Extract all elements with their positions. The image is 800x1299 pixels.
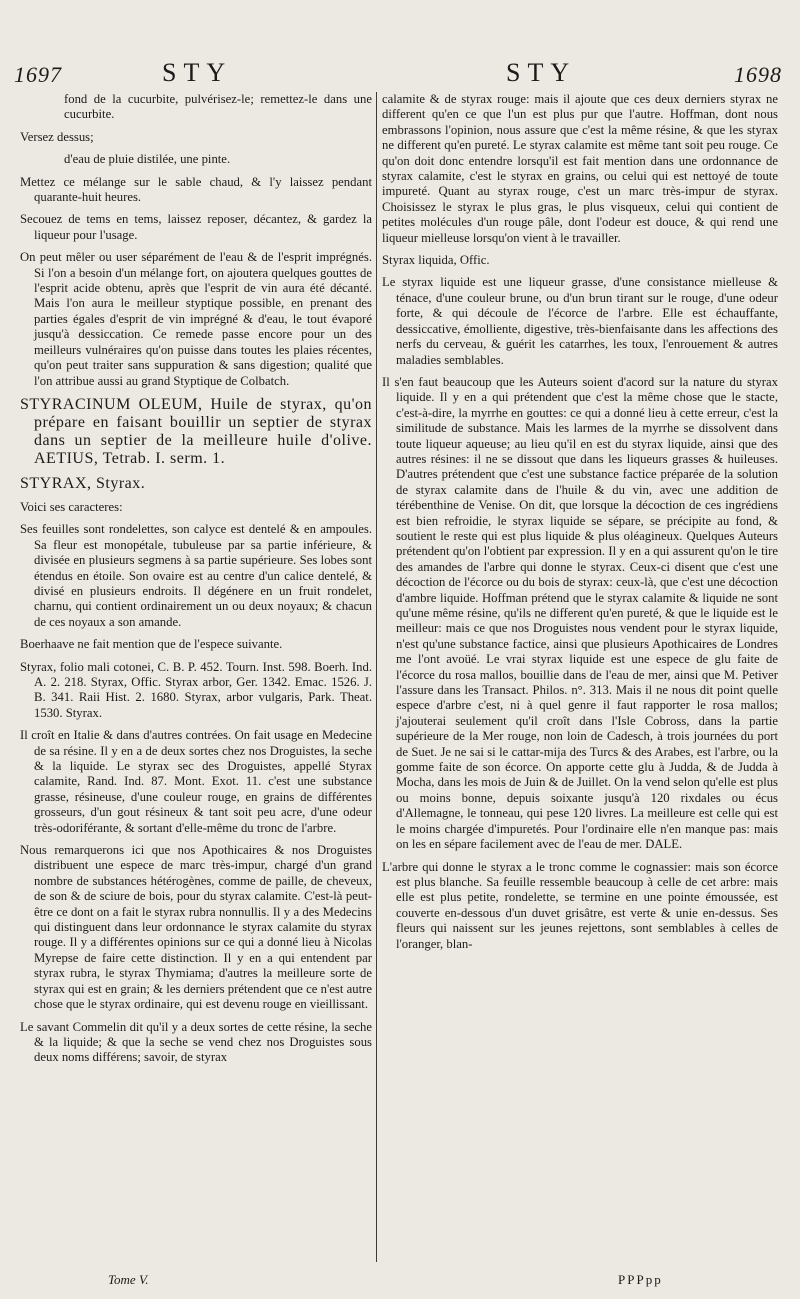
right-page-number: 1698 xyxy=(734,62,782,87)
paragraph: L'arbre qui donne le styrax a le tronc comme le cognassier: mais son écorce est plus blanche. Sa feuille ressemble beaucoup à celle de cet arbre: mais elle est plus petite, rondelette, se termine en une pointe émoussée, est couverte en-dessous d'un duvet grisâtre, est verte & unie en-dessus. Ses fleurs qui naissent sur les jeunes rejettons, sont semblables à celles de l'oranger, blan- xyxy=(382,859,778,951)
paragraph: Le savant Commelin dit qu'il y a deux sortes de cette résine, la seche & la liquide; & que la seche se vend chez nos Droguistes sous deux noms différens; savoir, de styrax xyxy=(20,1019,372,1065)
paragraph: Styrax, folio mali cotonei, C. B. P. 452. Tourn. Inst. 598. Boerh. Ind. A. 2. 218. Styrax, Offic. Styrax arbor, Ger. 1342. Emac. 1526. J. B. 341. Raii Hist. 2. 1680. Styrax, arbor vulgaris, Park. Theat. 1530. Styrax. xyxy=(20,659,372,720)
paragraph: Il croît en Italie & dans d'autres contrées. On fait usage en Medecine de sa résine. Il y en a de deux sortes chez nos Droguistes, la seche & la liquide. Le styrax sec des Droguistes, appellé Styrax calamite, Rand. Ind. 87. Mont. Exot. 11. c'est une substance grasse, résineuse, d'une couleur rouge, en grains de différentes grosseurs, d'un gout résineux & tant soit peu acre, d'une odeur très-odoriférante, & sortant d'elle-même du tronc de l'arbre. xyxy=(20,728,372,835)
paragraph: Boerhaave ne fait mention que de l'espece suivante. xyxy=(20,637,283,652)
right-column xyxy=(382,92,778,1272)
printer-signature: PPPpp xyxy=(618,1272,663,1287)
paragraph: Il s'en faut beaucoup que les Auteurs soient d'acord sur la nature du styrax liquide. Il y en a qui prétendent que c'est la même chose que le stacte, c'est-à-dire, la myrrhe en gouttes: ce qui a donné lieu à cette erreur, c'est la similitude de substance. Mais les larmes de la myrrhe se dissolvent dans toute liqueur aqueuse; au lieu qu'il en est du styrax liquide, ainsi que des autres résines: il ne se dissout que dans les liqueurs grasses & huileuses. D'autres prétendent que c'est une substance factice préparée de la solution de styrax calamite dans de l'huile & du vin, avec une addition de térébenthine de Venise. On dit, que lorsque la décoction de ces ingrédiens est bien refroidie, le styrax liquide se sépare, se précipite au fond, & soutient le reste qui est plus liquide & plus oléagineux. Quelques Auteurs prétendent qu'on l'obtient par expression. Il y en a qui assurent qu'on le tire des amandes de l'arbre qui donne le styrax. Ceux-ci disent que c'est une décoction de l'écorce ou du bois de styrax: ceux-là, que c'est une décoction d'ambre liquide. Hoffman prétend que le styrax calamite & liquide ne sont qu'une même résine, qu'ils ne different qu'en pureté, & que le liquide est le meilleur: mais ce que nos Droguistes nous vendent pour le styrax liquide, n'est qu'une substance factice, ainsi que plusieurs Apothicaires de Londres me l'ont avoüé. Le vrai styrax liquide est une espece de glu faite de l'écorce du rosa mallos, bouillie dans de l'eau de mer, ainsi que M. Petiver l'assure dans les Transact. Philos. n°. 313. Mais il ne nous dit point quelle espece d'arbre c'est, ni à quel genre il faut rapporter le rosa mallos; j'ajouterai seulement qu'il croît dans l'Isle Cobross, dans la partie supérieure de la Mer rouge, non loin de Cadesch, à trois journées du port de Suet. Je ne sai si le cattar-mija des Turcs & des Arabes, est l'arbre, ou la gomme faite de son écorce. On apporte cette glu à Judda, & de Judda à Mocha, dans les mois de Juin & de Juillet. On la vend selon qu'elle est plus ou moins bonne, depuis soixante jusqu'à 120 rixdales ou écus d'Allemagne, le tonneau, qui pese 120 livres. La meilleure est celle qui est le moins chargée d'impuretés. Pour l'ordinaire elle n'en manque pas: mais on les en sépare facilement avec de l'eau de mer. DALE. xyxy=(382,374,778,852)
paragraph: fond de la cucurbite, pulvérisez-le; remettez-le dans une cucurbite. xyxy=(64,92,372,122)
paragraph: calamite & de styrax rouge: mais il ajoute que ces deux derniers styrax ne different qu'en ce que l'un est plus pur que l'autre. Hoffman, dont nous embrassons l'opinion, nous assure que c'est la même résine, & que les styrax ne different qu'en pureté. Le styrax calamite est même tant soit peu rouge. Ce qu'on doit donc entendre lorsqu'il est fait mention dans une ordonnance de styrax calamite, c'est le styrax en grains, ou celui qui est nettoyé de toute impureté. Quant au styrax rouge, c'est un marc très-impur de styrax. Choisissez le styrax le plus gras, le plus visqueux, celui qui contient de petites molécules d'un rouge pâle, dont l'odeur est douce, & qui rend une liqueur mielleuse lorsqu'on vient à le travailler. xyxy=(382,92,778,245)
left-running-title: STY xyxy=(162,58,233,87)
column-divider xyxy=(376,92,377,1262)
paragraph: Mettez ce mélange sur le sable chaud, & l'y laissez pendant quarante-huit heures. xyxy=(20,174,372,205)
left-page-number: 1697 xyxy=(14,62,62,87)
paragraph: Le styrax liquide est une liqueur grasse, d'une consistance mielleuse & ténace, d'une couleur brune, ou d'un brun tirant sur le rouge, d'une odeur forte, & qui découle de l'écorce de l'arbre. Elle est échauffante, dessiccative, émolliente, digestive, très-bienfaisante dans les affections des nerfs du cerveau, & guérit les catarrhes, les toux, l'enrouement & autres maladies semblables. xyxy=(382,275,778,367)
subheading: Styrax liquida, Offic. xyxy=(382,253,490,268)
paragraph: Voici ses caracteres: xyxy=(20,499,123,514)
paragraph: Nous remarquerons ici que nos Apothicaires & nos Droguistes distribuent une espece de marc très-impur, chargé d'un grand nombre de substances hétérogènes, comme de paille, de cheveux, de son & de sciure de bois, pour du styrax calamite. C'est-là peut-être ce dont on a fait le styrax rubra nonnullis. Il y a des Medecins qui distinguent dans leur ordonnance le styrax calamite du styrax rouge. Il y a différentes opinions sur ce qui a donné lieu à Nicolas Myrepse de faire cette distinction. Il y en a qui entendent par styrax rubra, le styrax Thymiama; d'autres la meilleure sorte de styrax qui est en grain; & les derniers prétendent que ce n'est autre chose que le styrax ordinaire, qui est devenu rouge en vieillissant. xyxy=(20,843,372,1012)
entry-heading: STYRACINUM OLEUM, Huile de styrax, qu'on prépare en faisant bouillir un septier de styrax dans un septier de la meilleure huile d'olive. AETIUS, Tetrab. I. serm. 1. xyxy=(20,395,372,467)
volume-signature: Tome V. xyxy=(108,1272,149,1287)
entry-heading: STYRAX, Styrax. xyxy=(20,474,146,492)
paragraph: Versez dessus; xyxy=(20,129,94,144)
left-column xyxy=(20,92,372,1272)
paragraph: Secouez de tems en tems, laissez reposer, décantez, & gardez la liqueur pour l'usage. xyxy=(20,212,372,242)
paragraph: Ses feuilles sont rondelettes, son calyce est dentelé & en ampoules. Sa fleur est monopétale, tubuleuse par sa partie inférieure, & divisée en plusieurs segmens à sa partie supérieure. Ses lobes sont étendus en étoile. Son ovaire est au centre d'un calice dentelé, & divisé en plusieurs endroits. Il dégénere en un fruit rondelet, charnu, qui contient ordinairement un ou deux noyaux; & chacun de ces noyaux a son amande. xyxy=(20,522,372,629)
paragraph: On peut mêler ou user séparément de l'eau & de l'esprit imprégnés. Si l'on a besoin d'un mélange fort, on ajoutera quelques gouttes de l'esprit acide obtenu, après que l'esprit de vin aura été décanté. Mais l'on aura le meilleur styptique possible, en prenant des parties égales d'esprit de vin imprégné & d'eau, le tout évaporé jusqu'à dessiccation. Ce remede passe encore pour un des meilleurs vulnéraires qu'on puisse dans toutes les plaies récentes, qu'on peut traiter sans suppuration & sans digestion; qualité que l'on attribue aussi au grand Styptique de Colbatch. xyxy=(20,250,372,388)
paragraph: d'eau de pluie distilée, une pinte. xyxy=(64,152,231,167)
right-running-title: STY xyxy=(506,58,577,87)
running-header xyxy=(0,58,800,88)
